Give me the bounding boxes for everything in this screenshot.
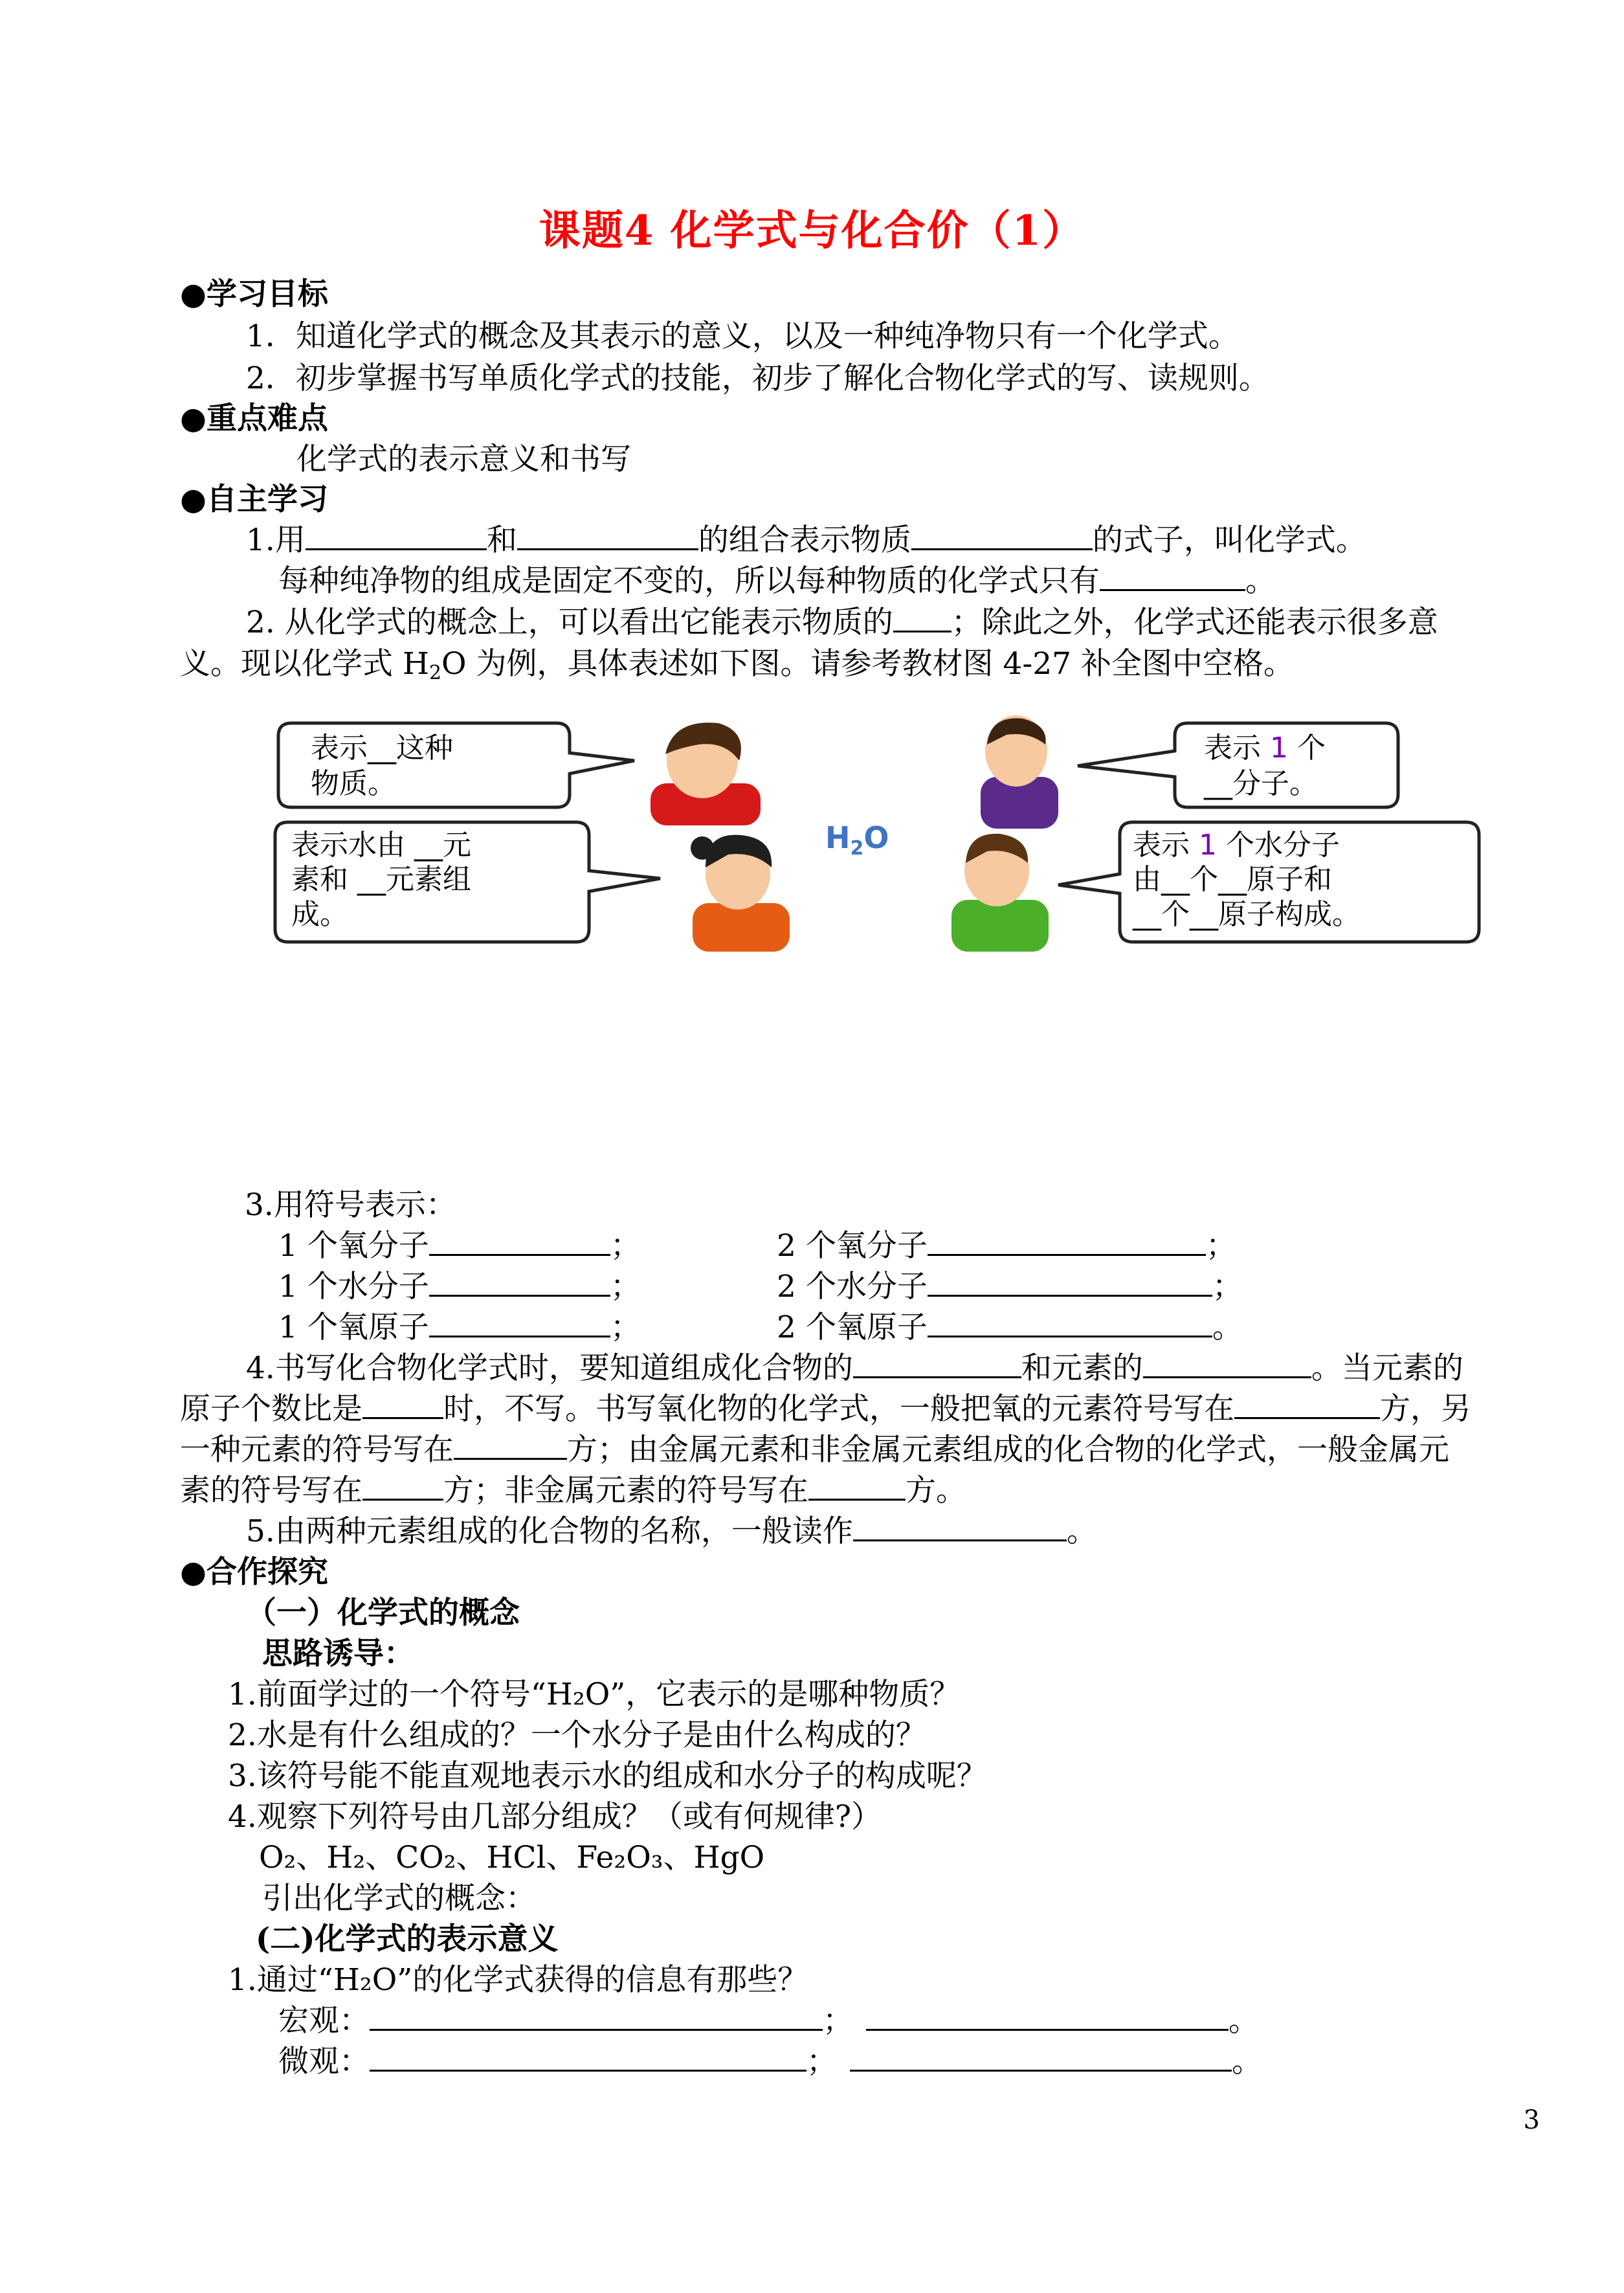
bubble-text: 成。 [291, 898, 348, 931]
q2-line-cont: 义。现以化学式 $H_2O$ 为例，具体表述如下图。请参考教材图 4-27 补全图中空格。 [180, 646, 1294, 684]
answer-blank[interactable] [808, 1471, 906, 1501]
q4-line: 一种元素的符号写在 方；由金属元素和非金属元素组成的化合物的化学式，一般金属元 [180, 1432, 1449, 1468]
answer-blank[interactable] [429, 1268, 610, 1297]
answer-blank[interactable] [853, 1349, 1021, 1378]
self-heading: ●自主学习 [180, 482, 329, 517]
answer-blank[interactable] [454, 1431, 567, 1460]
answer-blank[interactable] [928, 1268, 1212, 1297]
q3-lead: 3.用符号表示： [245, 1187, 456, 1223]
q3-row: 1 个氧分子 ； [278, 1228, 641, 1264]
girl-figure-bottom-left [691, 835, 790, 952]
q1b-line: 每种纯净物的组成是固定不变的，所以每种物质的化学式只有 。 [278, 563, 1276, 599]
meaning-question: 1.通过“H₂O”的化学式获得的信息有那些？ [228, 1962, 808, 1998]
boy-figure-top-left [651, 722, 761, 825]
macro-line: 宏观： ； 。 [278, 2003, 1259, 2039]
answer-blank[interactable] [306, 521, 487, 550]
goals-heading: ●学习目标 [180, 276, 329, 312]
q5-line: 5.由两种元素组成的化合物的名称，一般读作 。 [246, 1514, 1097, 1549]
coop-sub2: (二)化学式的表示意义 [256, 1921, 559, 1957]
h2o-illustration [272, 715, 1482, 955]
micro-line: 微观： ； 。 [278, 2044, 1262, 2079]
q1-line: 1.用 和 的组合表示物质 的式子，叫化学式。 [246, 522, 1366, 558]
bubble-text: __个__原子构成。 [1133, 898, 1361, 931]
q4-line: 原子个数比是 时，不写。书写氧化物的化学式，一般把氧的元素符号写在 方，另 [180, 1391, 1471, 1427]
lead-out-text: 引出化学式的概念： [262, 1881, 536, 1916]
goal-item: 1．知道化学式的概念及其表示的意义，以及一种纯净物只有一个化学式。 [246, 319, 1239, 354]
svg-text:表示 1 个水分子: 表示 1 个水分子 [1133, 829, 1340, 862]
q3-row-right: 2 个氧原子 。 [777, 1310, 1243, 1345]
speech-bubble-bottom-left [275, 822, 660, 942]
q3-row: 1 个氧原子 ； [278, 1310, 641, 1345]
bubble-text: 表示__这种 [311, 732, 453, 765]
answer-blank[interactable] [1100, 562, 1245, 591]
speech-bubble-top-left [278, 723, 634, 807]
boy-figure-top-right [981, 715, 1058, 829]
speech-bubble-top-right [1078, 723, 1398, 807]
guide-question: 4.观察下列符号由几部分组成？（或有何规律?） [228, 1799, 882, 1835]
q3-row: 1 个水分子 ； [278, 1269, 641, 1304]
key-text: 化学式的表示意义和书写 [296, 442, 631, 477]
guide-question: 1.前面学过的一个符号“H₂O”，它表示的是哪种物质？ [228, 1677, 961, 1712]
key-heading: ●重点难点 [180, 401, 329, 436]
bubble-text: 表示水由 __元 [291, 829, 471, 862]
guide-label: 思路诱导： [262, 1636, 414, 1672]
h2o-label: $H_2O$ [825, 820, 889, 860]
bubble-text: __分子。 [1204, 767, 1318, 800]
coop-sub1: （一）化学式的概念 [246, 1595, 520, 1631]
answer-blank[interactable] [370, 2042, 806, 2072]
answer-blank[interactable] [928, 1308, 1212, 1337]
answer-blank[interactable] [429, 1227, 610, 1256]
answer-blank[interactable] [853, 1512, 1067, 1541]
boy-figure-bottom-right [951, 834, 1049, 952]
answer-blank[interactable] [370, 2002, 823, 2031]
answer-blank[interactable] [429, 1308, 610, 1337]
coop-heading: ●合作探究 [180, 1554, 329, 1590]
q2-line: 2. 从化学式的概念上，可以看出它能表示物质的 ；除此之外，化学式还能表示很多意 [246, 605, 1438, 640]
guide-question: 2.水是有什么组成的？一个水分子是由什么构成的？ [228, 1717, 926, 1753]
answer-blank[interactable] [866, 2002, 1229, 2031]
page-title: 课题4 化学式与化合价（1） [539, 207, 1085, 255]
bubble-text: 由__个__原子和 [1133, 863, 1332, 896]
q3-row-right: 2 个氧分子 ； [777, 1228, 1236, 1264]
q4-line: 4.书写化合物化学式时，要知道组成化合物的 和元素的 。当元素的 [246, 1350, 1463, 1386]
bubble-text: 物质。 [311, 767, 396, 800]
answer-blank[interactable] [517, 521, 698, 550]
q3-row-right: 2 个水分子 ； [777, 1269, 1243, 1304]
goal-item: 2．初步掌握书写单质化学式的技能，初步了解化合物化学式的写、读规则。 [246, 361, 1269, 396]
answer-blank[interactable] [362, 1390, 443, 1419]
answer-blank[interactable] [911, 521, 1093, 550]
answer-blank[interactable] [362, 1471, 443, 1501]
answer-blank[interactable] [928, 1227, 1206, 1256]
answer-blank[interactable] [1234, 1390, 1380, 1419]
speech-bubble-bottom-right [1058, 822, 1479, 942]
q4-line: 素的符号写在 方；非金属元素的符号写在 方。 [180, 1473, 966, 1508]
guide-question: 3.该符号能不能直观地表示水的组成和水分子的构成呢？ [228, 1758, 987, 1794]
bubble-text: 素和 __元素组 [291, 863, 471, 896]
page-number: 3 [1523, 2105, 1540, 2135]
answer-blank[interactable] [1143, 1349, 1311, 1378]
answer-blank[interactable] [893, 603, 951, 632]
answer-blank[interactable] [850, 2042, 1232, 2072]
svg-text:表示 1 个: 表示 1 个 [1204, 732, 1326, 765]
formula-list: O₂、H₂、CO₂、HCl、Fe₂O₃、HgO [259, 1840, 765, 1875]
